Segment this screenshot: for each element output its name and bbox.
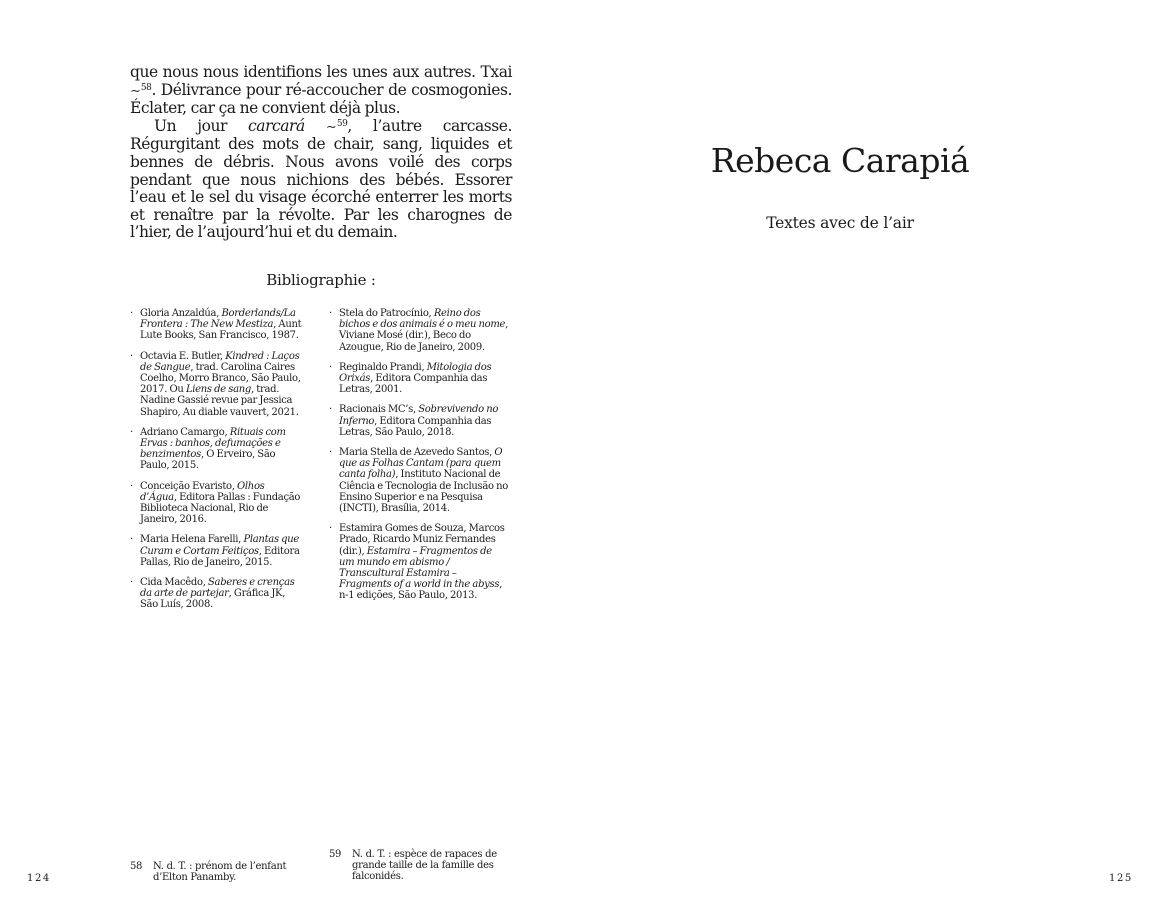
body-text xyxy=(130,64,512,242)
bibliography-column-right xyxy=(329,308,509,611)
italic-word: carcará xyxy=(248,116,305,135)
footnote-59 xyxy=(329,849,529,889)
bibliography-entry: · Racionais MC’s, Sobrevivendo no Inferno, Editora Companhia das Letras, São Paulo, 2018. xyxy=(329,404,499,438)
page-number-left: 124 xyxy=(27,873,51,884)
paragraph-2: Un jour carcará ∼$^{59}$, l’autre carcasse. Régurgitant des mots de chair, sang, liquides et bennes de débris. Nous avons voilé des corps pendant que nous nichions des bébés. Essorer l’eau et le sel du visage écorché enterrer les morts et renaître par la révolte. Par les charognes de l’hier, de l’aujourd’hui et du demain. xyxy=(130,116,512,242)
bibliography-entry: · Gloria Anzaldúa, Borderlands/La Frontera : The New Mestiza, Aunt Lute Books, San Francisco, 1987. xyxy=(130,308,302,342)
bibliography-entry: · Maria Stella de Azevedo Santos, O que as Folhas Cantam (para quem canta folha), Instituto Nacional de Ciência e Tecnologia de Inclusão no Ensino Superior e na Pesquisa (INCTI), Brasília, 2014. xyxy=(329,447,508,515)
wave-mark-icon: ∼ xyxy=(325,119,337,135)
note-ref-58: 58 xyxy=(140,82,152,93)
bibliography-entry: · Cida Macêdo, Saberes e crenças da arte de partejar, Gráfica JK, São Luís, 2008. xyxy=(130,577,295,611)
bibliography-entry: · Conceição Evaristo, Olhos d’Água, Editora Pallas : Fundação Biblioteca Nacional, Rio de Janeiro, 2016. xyxy=(130,480,301,526)
bibliography-column-left xyxy=(130,308,302,620)
note-ref-59: 59 xyxy=(336,118,348,129)
footnote-number: 59 xyxy=(329,849,342,860)
footnote-text: N. d. T. : espèce de rapaces de grande taille de la famille des falconidés. xyxy=(352,849,497,883)
chapter-title: Textes avec de l’air xyxy=(766,214,914,232)
bibliography-entry: · Stela do Patrocínio, Reino dos bichos e dos animais é o meu nome, Viviane Mosé (dir.), Beco do Azougue, Rio de Janeiro, 2009. xyxy=(329,308,509,353)
footnote-number: 58 xyxy=(130,861,143,872)
wave-mark-icon: ∼ xyxy=(130,83,141,99)
bibliography-entry: · Adriano Camargo, Rituais com Ervas : banhos, defumações e benzimentos, O Erveiro, São Paulo, 2015. xyxy=(130,426,286,472)
footnote-text: N. d. T. : prénom de l’enfant d’Elton Panamby. xyxy=(153,861,287,884)
bibliography-entry: · Octavia E. Butler, Kindred : Laços de Sangue, trad. Carolina Caires Coelho, Morro Branco, São Paulo, 2017. Ou Liens de sang, trad. Nadine Gassié revue par Jessica Shapiro, Au diable vauvert, 2021. xyxy=(130,350,301,418)
footnote-58 xyxy=(130,861,330,891)
paragraph-1: que nous nous identifions les unes aux autres. Txai ∼$^{58}$. Délivrance pour ré-accoucher de cosmogonies. Éclater, car ça ne convient déjà plus. xyxy=(130,63,512,118)
page-number-right: 125 xyxy=(1109,873,1133,884)
bibliography-entry: · Reginaldo Prandi, Mitologia dos Orixás, Editora Companhia das Letras, 2001. xyxy=(329,361,492,396)
bibliography-entry: · Maria Helena Farelli, Plantas que Curam e Cortam Feitiços, Editora Pallas, Rio de Janeiro, 2015. xyxy=(130,534,300,568)
bibliography-title: Bibliographie : xyxy=(266,271,376,289)
author-name: Rebeca Carapiá xyxy=(710,141,970,180)
bibliography-entry: · Estamira Gomes de Souza, Marcos Prado, Ricardo Muniz Fernandes (dir.), Estamira – Fragmentos de um mundo em abismo / Transcultural Estamira – Fragments of a world in the abyss, n-1 edições, São Paulo, 2013. xyxy=(329,523,505,602)
